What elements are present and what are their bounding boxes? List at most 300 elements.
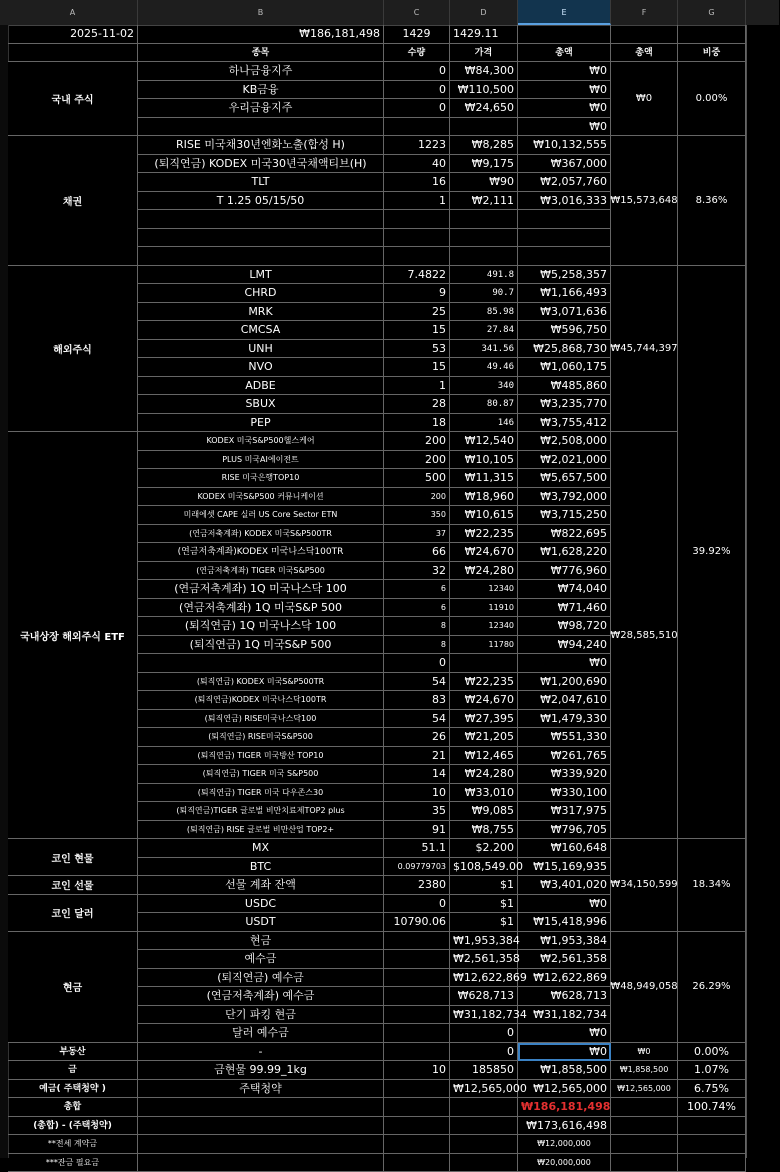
qty-cell[interactable] [384, 1024, 450, 1043]
price-cell[interactable]: ₩628,713 [450, 987, 518, 1006]
amount-cell[interactable]: ₩3,715,250 [518, 506, 611, 525]
price-cell[interactable]: 12340 [450, 580, 518, 599]
amount-cell[interactable]: ₩0 [518, 895, 611, 914]
etf-group-total[interactable]: ₩28,585,510 [611, 432, 678, 839]
price-cell[interactable]: ₩8,285 [450, 136, 518, 155]
qty-cell[interactable]: 91 [384, 821, 450, 840]
amount-cell[interactable]: ₩31,182,734 [518, 1006, 611, 1025]
item-name-cell[interactable]: KODEX 미국S&P500헬스케어 [138, 432, 384, 451]
qty-cell[interactable]: 7.4822 [384, 266, 450, 285]
amount-cell[interactable]: ₩10,132,555 [518, 136, 611, 155]
amount-cell[interactable]: ₩822,695 [518, 525, 611, 544]
qty-cell[interactable]: 83 [384, 691, 450, 710]
price-cell[interactable]: ₩24,280 [450, 562, 518, 581]
fx-rate-cell[interactable]: 1429 [384, 25, 450, 44]
qty-cell[interactable]: 54 [384, 710, 450, 729]
qty-cell[interactable]: 54 [384, 673, 450, 692]
column-header-d[interactable]: D [450, 0, 518, 25]
qty-cell[interactable]: 0 [384, 895, 450, 914]
header-qty[interactable]: 수량 [384, 44, 450, 63]
price-cell[interactable] [450, 247, 518, 266]
qty-cell[interactable]: 1 [384, 192, 450, 211]
gold-total[interactable]: ₩1,858,500 [611, 1061, 678, 1080]
column-header-c[interactable]: C [384, 0, 450, 25]
qty-cell[interactable] [384, 210, 450, 229]
amount-cell[interactable]: ₩776,960 [518, 562, 611, 581]
amount-cell[interactable]: ₩15,418,996 [518, 913, 611, 932]
item-name-cell[interactable]: 예수금 [138, 950, 384, 969]
item-name-cell[interactable]: ADBE [138, 377, 384, 396]
column-header-a[interactable]: A [8, 0, 138, 25]
price-cell[interactable]: ₩11,315 [450, 469, 518, 488]
price-cell[interactable]: ₩84,300 [450, 62, 518, 81]
price-cell[interactable]: ₩24,650 [450, 99, 518, 118]
price-cell[interactable]: $2.200 [450, 839, 518, 858]
amount-cell[interactable]: ₩261,765 [518, 747, 611, 766]
header-price[interactable]: 가격 [450, 44, 518, 63]
item-name-cell[interactable]: PLUS 미국AI에이전트 [138, 451, 384, 470]
fx-rate-precise-cell[interactable]: 1429.11 [450, 25, 518, 44]
qty-cell[interactable]: 0 [384, 654, 450, 673]
qty-cell[interactable]: 21 [384, 747, 450, 766]
item-name-cell[interactable]: T 1.25 05/15/50 [138, 192, 384, 211]
empty-cell[interactable] [611, 1117, 678, 1136]
item-name-cell[interactable]: (퇴직연금) TIGER 미국방산 TOP10 [138, 747, 384, 766]
price-cell[interactable]: ₩22,235 [450, 673, 518, 692]
coin_futures-group-label[interactable]: 코인 선물 [8, 876, 138, 895]
qty-cell[interactable] [384, 118, 450, 137]
top-total-cell[interactable]: ₩186,181,498 [138, 25, 384, 44]
realestate-amount-selected[interactable]: ₩0 [518, 1043, 611, 1062]
item-name-cell[interactable]: KODEX 미국S&P500 커뮤니케이션 [138, 488, 384, 507]
empty-cell[interactable] [384, 1117, 450, 1136]
qty-cell[interactable]: 350 [384, 506, 450, 525]
item-name-cell[interactable]: (연금저축계좌) KODEX 미국S&P500TR [138, 525, 384, 544]
item-name-cell[interactable]: (퇴직연금) TIGER 미국 다우존스30 [138, 784, 384, 803]
qty-cell[interactable] [384, 987, 450, 1006]
net-amount[interactable]: ₩173,616,498 [518, 1117, 611, 1136]
price-cell[interactable]: ₩18,960 [450, 488, 518, 507]
item-name-cell[interactable]: (연금저축계좌) TIGER 미국S&P500 [138, 562, 384, 581]
qty-cell[interactable]: 6 [384, 599, 450, 618]
amount-cell[interactable]: ₩71,460 [518, 599, 611, 618]
price-cell[interactable]: 341.56 [450, 340, 518, 359]
column-header-f[interactable]: F [611, 0, 678, 25]
gold-price[interactable]: 185850 [450, 1061, 518, 1080]
qty-cell[interactable]: 53 [384, 340, 450, 359]
bonds-group-weight[interactable]: 8.36% [678, 136, 746, 266]
qty-cell[interactable]: 0.09779703 [384, 858, 450, 877]
amount-cell[interactable]: ₩1,628,220 [518, 543, 611, 562]
price-cell[interactable]: ₩8,755 [450, 821, 518, 840]
gold-amount[interactable]: ₩1,858,500 [518, 1061, 611, 1080]
qty-cell[interactable] [384, 247, 450, 266]
amount-cell[interactable]: ₩485,860 [518, 377, 611, 396]
empty-cell[interactable] [611, 1154, 678, 1172]
item-name-cell[interactable]: (퇴직연금) RISE미국나스닥100 [138, 710, 384, 729]
domestic-group-label[interactable]: 국내 주식 [8, 62, 138, 136]
price-cell[interactable]: ₩110,500 [450, 81, 518, 100]
empty-cell[interactable] [450, 1154, 518, 1172]
etf-group-label[interactable]: 국내상장 해외주식 ETF [8, 432, 138, 839]
amount-cell[interactable]: ₩0 [518, 99, 611, 118]
amount-cell[interactable]: ₩1,200,690 [518, 673, 611, 692]
deposit-label[interactable]: 예금( 주택청약 ) [8, 1080, 138, 1099]
qty-cell[interactable] [384, 932, 450, 951]
amount-cell[interactable]: ₩160,648 [518, 839, 611, 858]
qty-cell[interactable]: 51.1 [384, 839, 450, 858]
item-name-cell[interactable]: MX [138, 839, 384, 858]
price-cell[interactable]: ₩90 [450, 173, 518, 192]
qty-cell[interactable] [384, 1006, 450, 1025]
price-cell[interactable]: ₩1,953,384 [450, 932, 518, 951]
item-name-cell[interactable]: 선물 계좌 잔액 [138, 876, 384, 895]
column-header-e[interactable]: E [518, 0, 611, 25]
gold-name[interactable]: 금현물 99.99_1kg [138, 1061, 384, 1080]
qty-cell[interactable]: 0 [384, 99, 450, 118]
realestate-label[interactable]: 부동산 [8, 1043, 138, 1062]
note-label[interactable]: **전세 계약금 [8, 1135, 138, 1154]
sum-label[interactable]: 총합 [8, 1098, 138, 1117]
item-name-cell[interactable]: BTC [138, 858, 384, 877]
price-cell[interactable] [450, 229, 518, 248]
price-cell[interactable] [450, 118, 518, 137]
amount-cell[interactable]: ₩5,657,500 [518, 469, 611, 488]
empty-cell[interactable] [678, 1154, 746, 1172]
note-amount[interactable]: ₩20,000,000 [518, 1154, 611, 1172]
item-name-cell[interactable]: 우리금융지주 [138, 99, 384, 118]
qty-cell[interactable]: 2380 [384, 876, 450, 895]
item-name-cell[interactable] [138, 210, 384, 229]
price-cell[interactable]: ₩24,670 [450, 543, 518, 562]
amount-cell[interactable]: ₩317,975 [518, 802, 611, 821]
qty-cell[interactable]: 200 [384, 432, 450, 451]
amount-cell[interactable]: ₩12,622,869 [518, 969, 611, 988]
amount-cell[interactable]: ₩628,713 [518, 987, 611, 1006]
item-name-cell[interactable]: USDT [138, 913, 384, 932]
qty-cell[interactable]: 0 [384, 81, 450, 100]
price-cell[interactable]: 11910 [450, 599, 518, 618]
price-cell[interactable]: $1 [450, 895, 518, 914]
note-label[interactable]: ***잔금 필요금 [8, 1154, 138, 1172]
qty-cell[interactable]: 1223 [384, 136, 450, 155]
item-name-cell[interactable]: LMT [138, 266, 384, 285]
item-name-cell[interactable]: 달러 예수금 [138, 1024, 384, 1043]
item-name-cell[interactable]: (퇴직연금) RISE미국S&P500 [138, 728, 384, 747]
deposit-price[interactable]: ₩12,565,000 [450, 1080, 518, 1099]
qty-cell[interactable]: 25 [384, 303, 450, 322]
qty-cell[interactable]: 8 [384, 617, 450, 636]
price-cell[interactable]: $1 [450, 913, 518, 932]
coin_spot-group-label[interactable]: 코인 현물 [8, 839, 138, 876]
qty-cell[interactable] [384, 950, 450, 969]
cash-group-total[interactable]: ₩48,949,058 [611, 932, 678, 1043]
empty-cell[interactable] [450, 1117, 518, 1136]
amount-cell[interactable]: ₩796,705 [518, 821, 611, 840]
amount-cell[interactable]: ₩2,057,760 [518, 173, 611, 192]
foreign-group-total[interactable]: ₩45,744,397 [611, 266, 678, 433]
item-name-cell[interactable]: 단기 파킹 현금 [138, 1006, 384, 1025]
empty-cell[interactable] [678, 1135, 746, 1154]
deposit-amount[interactable]: ₩12,565,000 [518, 1080, 611, 1099]
amount-cell[interactable]: ₩0 [518, 1024, 611, 1043]
header-group-total[interactable]: 총액 [611, 44, 678, 63]
empty-cell[interactable] [384, 1154, 450, 1172]
cash-group-label[interactable]: 현금 [8, 932, 138, 1043]
empty-cell[interactable] [384, 1098, 450, 1117]
amount-cell[interactable]: ₩3,792,000 [518, 488, 611, 507]
foreign-group-label[interactable]: 해외주식 [8, 266, 138, 433]
amount-cell[interactable] [518, 210, 611, 229]
price-cell[interactable]: 11780 [450, 636, 518, 655]
amount-cell[interactable]: ₩3,071,636 [518, 303, 611, 322]
sum-weight[interactable]: 100.74% [678, 1098, 746, 1117]
amount-cell[interactable]: ₩0 [518, 654, 611, 673]
amount-cell[interactable]: ₩74,040 [518, 580, 611, 599]
price-cell[interactable]: ₩9,085 [450, 802, 518, 821]
domestic-group-total[interactable]: ₩0 [611, 62, 678, 136]
empty-cell[interactable] [450, 1135, 518, 1154]
amount-cell[interactable]: ₩3,235,770 [518, 395, 611, 414]
item-name-cell[interactable]: MRK [138, 303, 384, 322]
amount-cell[interactable]: ₩2,021,000 [518, 451, 611, 470]
amount-cell[interactable]: ₩330,100 [518, 784, 611, 803]
realestate-total[interactable]: ₩0 [611, 1043, 678, 1062]
price-cell[interactable]: 0 [450, 1024, 518, 1043]
amount-cell[interactable]: ₩551,330 [518, 728, 611, 747]
item-name-cell[interactable]: 하나금융지주 [138, 62, 384, 81]
price-cell[interactable]: 340 [450, 377, 518, 396]
item-name-cell[interactable]: (퇴직연금) 1Q 미국S&P 500 [138, 636, 384, 655]
qty-cell[interactable]: 40 [384, 155, 450, 174]
price-cell[interactable]: 49.46 [450, 358, 518, 377]
amount-cell[interactable]: ₩25,868,730 [518, 340, 611, 359]
price-cell[interactable]: 12340 [450, 617, 518, 636]
qty-cell[interactable]: 66 [384, 543, 450, 562]
price-cell[interactable]: ₩10,615 [450, 506, 518, 525]
empty-cell[interactable] [384, 1135, 450, 1154]
amount-cell[interactable] [518, 247, 611, 266]
price-cell[interactable]: ₩2,111 [450, 192, 518, 211]
price-cell[interactable]: $1 [450, 876, 518, 895]
price-cell[interactable]: 80.87 [450, 395, 518, 414]
amount-cell[interactable]: ₩0 [518, 81, 611, 100]
item-name-cell[interactable] [138, 229, 384, 248]
amount-cell[interactable]: ₩1,166,493 [518, 284, 611, 303]
amount-cell[interactable]: ₩1,060,175 [518, 358, 611, 377]
price-cell[interactable]: ₩33,010 [450, 784, 518, 803]
qty-cell[interactable]: 6 [384, 580, 450, 599]
item-name-cell[interactable]: (퇴직연금) RISE 글로벌 비만산업 TOP2+ [138, 821, 384, 840]
net-label[interactable]: (총합) - (주택청약) [8, 1117, 138, 1136]
date-cell[interactable]: 2025-11-02 [8, 25, 138, 44]
item-name-cell[interactable]: NVO [138, 358, 384, 377]
amount-cell[interactable]: ₩3,755,412 [518, 414, 611, 433]
price-cell[interactable]: 85.98 [450, 303, 518, 322]
qty-cell[interactable]: 15 [384, 358, 450, 377]
item-name-cell[interactable]: (연금저축계좌) 예수금 [138, 987, 384, 1006]
price-cell[interactable]: ₩22,235 [450, 525, 518, 544]
amount-cell[interactable]: ₩94,240 [518, 636, 611, 655]
qty-cell[interactable]: 10790.06 [384, 913, 450, 932]
item-name-cell[interactable]: (연금저축계좌)KODEX 미국나스닥100TR [138, 543, 384, 562]
item-name-cell[interactable]: TLT [138, 173, 384, 192]
empty-cell[interactable] [138, 1117, 384, 1136]
bonds-group-total[interactable]: ₩15,573,648 [611, 136, 678, 266]
item-name-cell[interactable]: (퇴직연금) TIGER 미국 S&P500 [138, 765, 384, 784]
price-cell[interactable]: ₩21,205 [450, 728, 518, 747]
domestic-group-weight[interactable]: 0.00% [678, 62, 746, 136]
amount-cell[interactable]: ₩15,169,935 [518, 858, 611, 877]
item-name-cell[interactable]: USDC [138, 895, 384, 914]
price-cell[interactable]: ₩9,175 [450, 155, 518, 174]
amount-cell[interactable]: ₩1,953,384 [518, 932, 611, 951]
empty-cell[interactable] [138, 1135, 384, 1154]
qty-cell[interactable] [384, 969, 450, 988]
header-amount[interactable]: 총액 [518, 44, 611, 63]
column-header-g[interactable]: G [678, 0, 746, 25]
item-name-cell[interactable]: (연금저축계좌) 1Q 미국S&P 500 [138, 599, 384, 618]
qty-cell[interactable]: 500 [384, 469, 450, 488]
price-cell[interactable]: ₩24,280 [450, 765, 518, 784]
price-cell[interactable]: 491.8 [450, 266, 518, 285]
qty-cell[interactable]: 26 [384, 728, 450, 747]
item-name-cell[interactable]: (퇴직연금)TIGER 글로벌 비만치료제TOP2 plus [138, 802, 384, 821]
amount-cell[interactable]: ₩3,401,020 [518, 876, 611, 895]
amount-cell[interactable]: ₩367,000 [518, 155, 611, 174]
amount-cell[interactable]: ₩0 [518, 118, 611, 137]
qty-cell[interactable]: 9 [384, 284, 450, 303]
amount-cell[interactable]: ₩339,920 [518, 765, 611, 784]
empty-cell[interactable] [611, 1098, 678, 1117]
amount-cell[interactable]: ₩2,561,358 [518, 950, 611, 969]
qty-cell[interactable]: 0 [384, 62, 450, 81]
realestate-name[interactable]: - [138, 1043, 384, 1062]
amount-cell[interactable]: ₩3,016,333 [518, 192, 611, 211]
qty-cell[interactable]: 37 [384, 525, 450, 544]
item-name-cell[interactable] [138, 247, 384, 266]
price-cell[interactable]: 90.7 [450, 284, 518, 303]
deposit-total[interactable]: ₩12,565,000 [611, 1080, 678, 1099]
gold-qty[interactable]: 10 [384, 1061, 450, 1080]
empty-cell[interactable] [611, 25, 678, 44]
item-name-cell[interactable]: (퇴직연금) 1Q 미국나스닥 100 [138, 617, 384, 636]
amount-cell[interactable]: ₩2,508,000 [518, 432, 611, 451]
price-cell[interactable]: ₩31,182,734 [450, 1006, 518, 1025]
header-item[interactable]: 종목 [138, 44, 384, 63]
note-amount[interactable]: ₩12,000,000 [518, 1135, 611, 1154]
item-name-cell[interactable]: RISE 미국채30년엔화노출(합성 H) [138, 136, 384, 155]
item-name-cell[interactable] [138, 654, 384, 673]
empty-cell[interactable] [611, 1135, 678, 1154]
realestate-price[interactable]: 0 [450, 1043, 518, 1062]
qty-cell[interactable]: 200 [384, 488, 450, 507]
header-empty-cell[interactable] [8, 44, 138, 63]
item-name-cell[interactable]: KB금융 [138, 81, 384, 100]
price-cell[interactable] [450, 210, 518, 229]
header-weight[interactable]: 비중 [678, 44, 746, 63]
qty-cell[interactable]: 35 [384, 802, 450, 821]
item-name-cell[interactable] [138, 118, 384, 137]
qty-cell[interactable] [384, 229, 450, 248]
coin_dollar-group-label[interactable]: 코인 달러 [8, 895, 138, 932]
gold-weight[interactable]: 1.07% [678, 1061, 746, 1080]
empty-cell[interactable] [678, 25, 746, 44]
sum-amount[interactable]: ₩186,181,498 [518, 1098, 611, 1117]
amount-cell[interactable]: ₩5,258,357 [518, 266, 611, 285]
item-name-cell[interactable]: RISE 미국은행TOP10 [138, 469, 384, 488]
price-cell[interactable] [450, 654, 518, 673]
price-cell[interactable]: $108,549.00 [450, 858, 518, 877]
item-name-cell[interactable]: CHRD [138, 284, 384, 303]
price-cell[interactable]: ₩12,540 [450, 432, 518, 451]
qty-cell[interactable]: 14 [384, 765, 450, 784]
item-name-cell[interactable]: (연금저축계좌) 1Q 미국나스닥 100 [138, 580, 384, 599]
price-cell[interactable]: 146 [450, 414, 518, 433]
qty-cell[interactable]: 32 [384, 562, 450, 581]
realestate-qty[interactable] [384, 1043, 450, 1062]
amount-cell[interactable]: ₩596,750 [518, 321, 611, 340]
empty-cell[interactable] [450, 1098, 518, 1117]
qty-cell[interactable]: 18 [384, 414, 450, 433]
gold-label[interactable]: 금 [8, 1061, 138, 1080]
item-name-cell[interactable]: (퇴직연금) 예수금 [138, 969, 384, 988]
item-name-cell[interactable]: (퇴직연금)KODEX 미국나스닥100TR [138, 691, 384, 710]
price-cell[interactable]: ₩27,395 [450, 710, 518, 729]
foreign-etf-weight[interactable]: 39.92% [678, 266, 746, 840]
price-cell[interactable]: ₩2,561,358 [450, 950, 518, 969]
amount-cell[interactable]: ₩1,479,330 [518, 710, 611, 729]
item-name-cell[interactable]: 현금 [138, 932, 384, 951]
price-cell[interactable]: ₩10,105 [450, 451, 518, 470]
realestate-weight[interactable]: 0.00% [678, 1043, 746, 1062]
item-name-cell[interactable]: (퇴직연금) KODEX 미국S&P500TR [138, 673, 384, 692]
coin-group-total[interactable]: ₩34,150,599 [611, 839, 678, 932]
empty-cell[interactable] [138, 1098, 384, 1117]
price-cell[interactable]: ₩12,622,869 [450, 969, 518, 988]
item-name-cell[interactable]: UNH [138, 340, 384, 359]
item-name-cell[interactable]: (퇴직연금) KODEX 미국30년국채액티브(H) [138, 155, 384, 174]
empty-cell[interactable] [678, 1117, 746, 1136]
amount-cell[interactable] [518, 229, 611, 248]
empty-cell[interactable] [518, 25, 611, 44]
deposit-name[interactable]: 주택청약 [138, 1080, 384, 1099]
cash-group-weight[interactable]: 26.29% [678, 932, 746, 1043]
qty-cell[interactable]: 15 [384, 321, 450, 340]
qty-cell[interactable]: 1 [384, 377, 450, 396]
price-cell[interactable]: ₩12,465 [450, 747, 518, 766]
qty-cell[interactable]: 28 [384, 395, 450, 414]
item-name-cell[interactable]: SBUX [138, 395, 384, 414]
qty-cell[interactable]: 10 [384, 784, 450, 803]
bonds-group-label[interactable]: 채권 [8, 136, 138, 266]
item-name-cell[interactable]: 미래에셋 CAPE 실러 US Core Sector ETN [138, 506, 384, 525]
price-cell[interactable]: ₩24,670 [450, 691, 518, 710]
column-header-b[interactable]: B [138, 0, 384, 25]
qty-cell[interactable]: 200 [384, 451, 450, 470]
item-name-cell[interactable]: CMCSA [138, 321, 384, 340]
qty-cell[interactable]: 8 [384, 636, 450, 655]
qty-cell[interactable]: 16 [384, 173, 450, 192]
amount-cell[interactable]: ₩2,047,610 [518, 691, 611, 710]
item-name-cell[interactable]: PEP [138, 414, 384, 433]
coin-group-weight[interactable]: 18.34% [678, 839, 746, 932]
deposit-weight[interactable]: 6.75% [678, 1080, 746, 1099]
empty-cell[interactable] [138, 1154, 384, 1172]
empty-cell[interactable] [384, 1080, 450, 1099]
price-cell[interactable]: 27.84 [450, 321, 518, 340]
amount-cell[interactable]: ₩0 [518, 62, 611, 81]
